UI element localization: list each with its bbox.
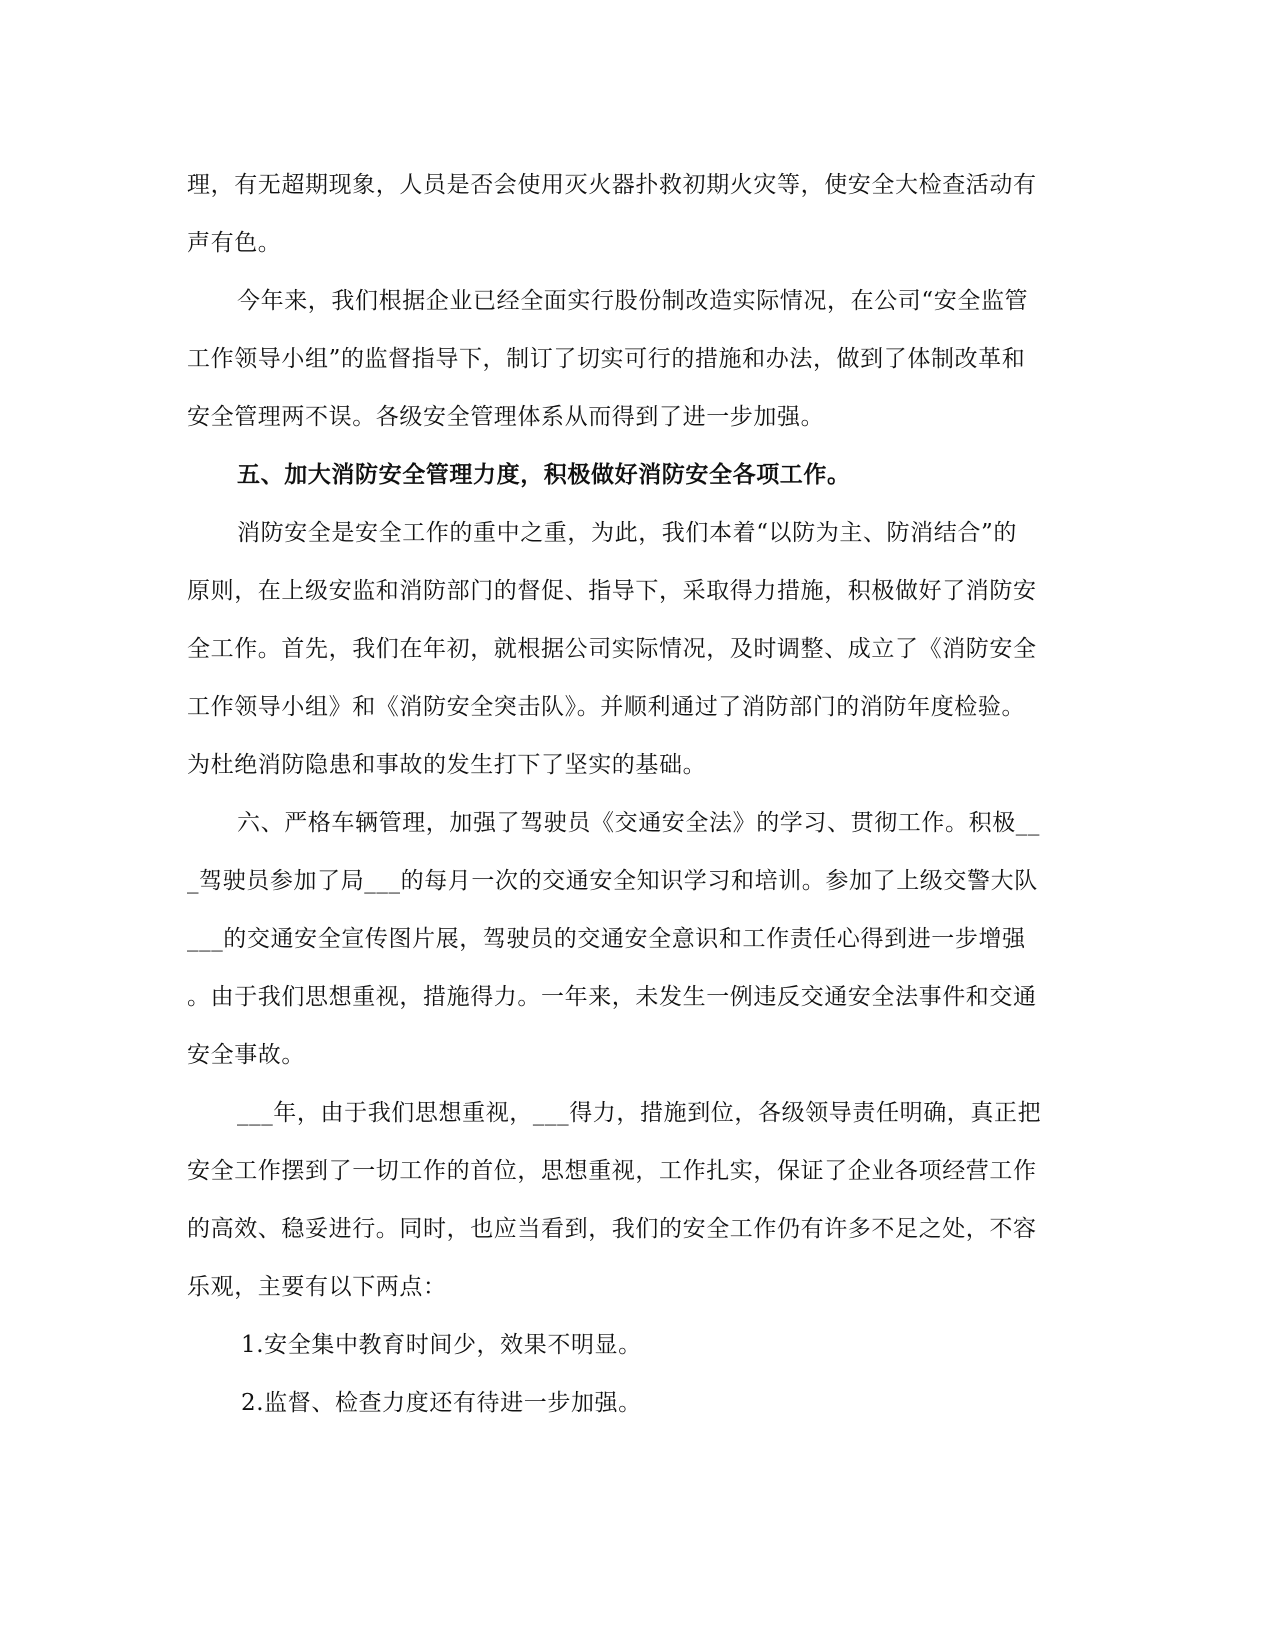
paragraph-line: 理，有无超期现象，人员是否会使用灭火器扑救初期火灾等，使安全大检查活动有 <box>187 172 1037 198</box>
paragraph-line: 安全工作摆到了一切工作的首位，思想重视，工作扎实，保证了企业各项经营工作 <box>187 1158 1037 1184</box>
paragraph-line: 的高效、稳妥进行。同时，也应当看到，我们的安全工作仍有许多不足之处，不容 <box>187 1216 1037 1242</box>
paragraph-line: ___年，由于我们思想重视，___得力，措施到位，各级领导责任明确，真正把 <box>237 1100 1042 1126</box>
paragraph-line: 声有色。 <box>187 230 282 256</box>
paragraph-line: 安全事故。 <box>187 1042 305 1068</box>
paragraph-line: 。由于我们思想重视，措施得力。一年来，未发生一例违反交通安全法事件和交通 <box>187 984 1037 1010</box>
paragraph-line: 乐观，主要有以下两点： <box>187 1274 447 1300</box>
section-heading: 五、加大消防安全管理力度，积极做好消防安全各项工作。 <box>237 461 851 488</box>
paragraph-line: 工作领导小组》和《消防安全突击队》。并顺利通过了消防部门的消防年度检验。 <box>187 694 1026 720</box>
paragraph-line: 为杜绝消防隐患和事故的发生打下了坚实的基础。 <box>187 752 707 778</box>
list-item: 2.监督、检查力度还有待进一步加强。 <box>241 1390 642 1416</box>
paragraph-line: 消防安全是安全工作的重中之重，为此，我们本着“以防为主、防消结合”的 <box>237 520 1017 546</box>
paragraph-line: 原则，在上级安监和消防部门的督促、指导下，采取得力措施，积极做好了消防安 <box>187 578 1037 604</box>
list-item: 1.安全集中教育时间少，效果不明显。 <box>241 1332 642 1358</box>
paragraph-line: 今年来，我们根据企业已经全面实行股份制改造实际情况，在公司“安全监管 <box>237 288 1029 314</box>
paragraph-line: 全工作。首先，我们在年初，就根据公司实际情况，及时调整、成立了《消防安全 <box>187 636 1037 662</box>
paragraph-line: 工作领导小组”的监督指导下，制订了切实可行的措施和办法，做到了体制改革和 <box>187 346 1026 372</box>
paragraph-line: 安全管理两不误。各级安全管理体系从而得到了进一步加强。 <box>187 404 825 430</box>
paragraph-line: ___的交通安全宣传图片展，驾驶员的交通安全意识和工作责任心得到进一步增强 <box>187 926 1026 952</box>
paragraph-line: _驾驶员参加了局___的每月一次的交通安全知识学习和培训。参加了上级交警大队 <box>187 868 1038 894</box>
paragraph-line: 六、严格车辆管理，加强了驾驶员《交通安全法》的学习、贯彻工作。积极__ <box>237 810 1040 836</box>
